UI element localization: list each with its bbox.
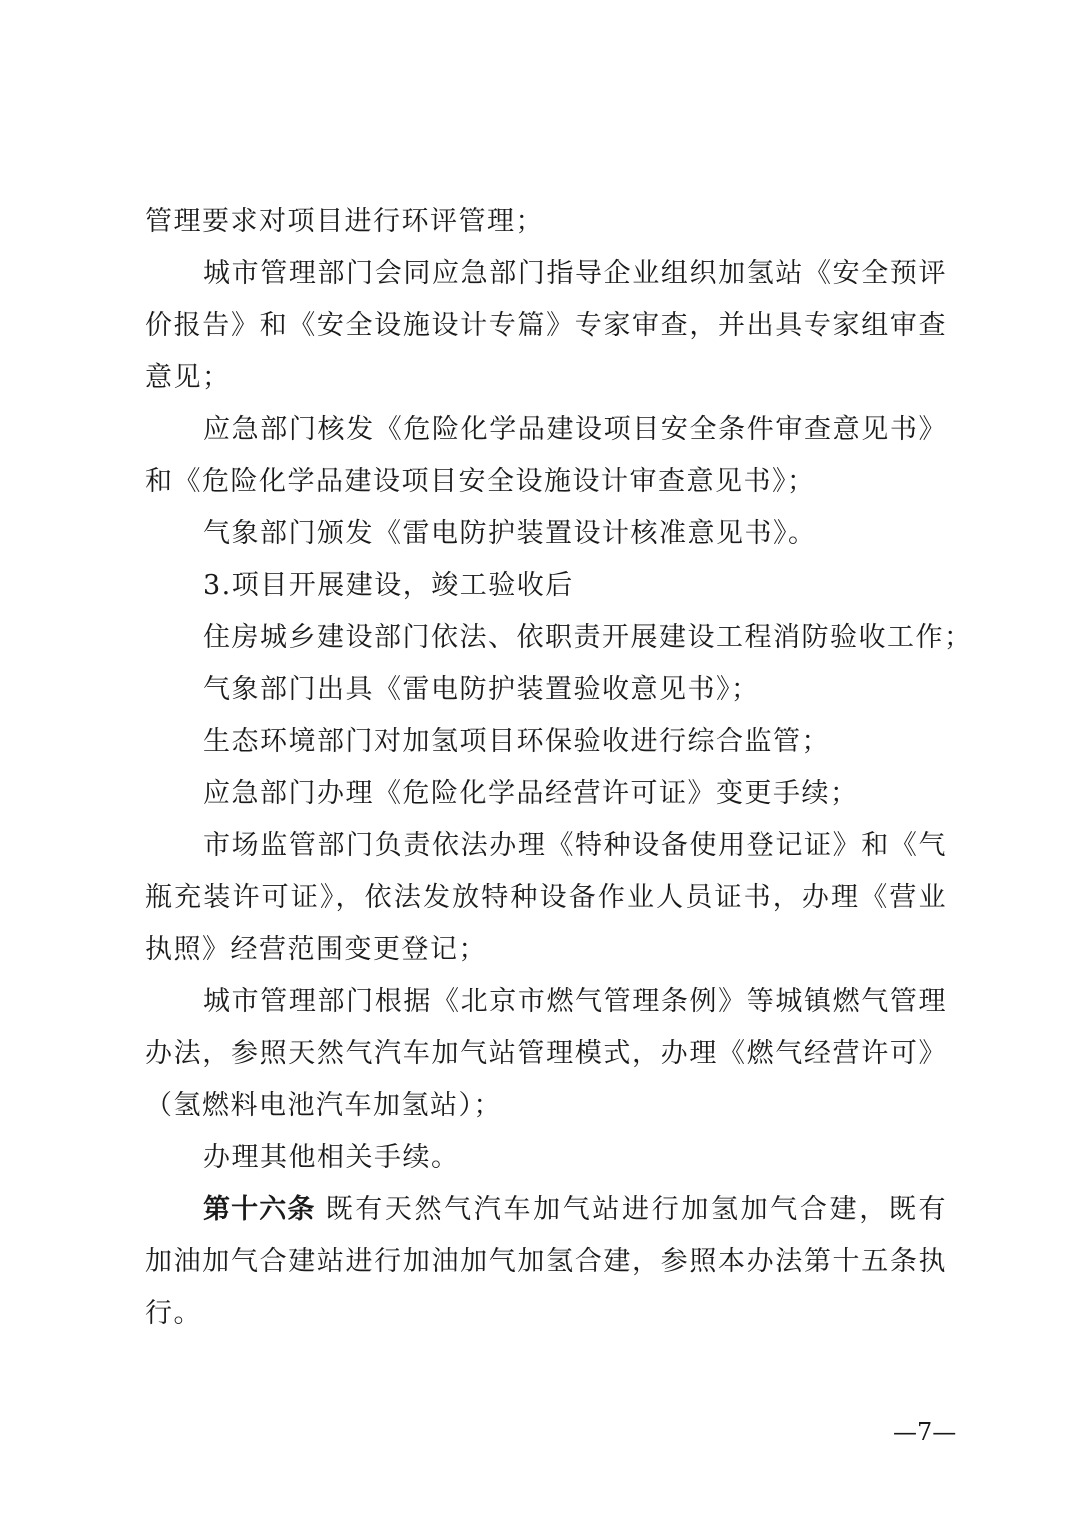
document-body bbox=[145, 196, 973, 1340]
article-heading: 第十六条 bbox=[203, 1194, 316, 1225]
paragraph-line bbox=[145, 768, 947, 820]
paragraph-line bbox=[145, 976, 947, 1028]
line-text: （氢燃料电池汽车加氢站）； bbox=[145, 1090, 502, 1121]
line-text: 加油加气合建站进行加油加气加氢合建，参照本办法第十五条执 bbox=[145, 1246, 947, 1277]
line-text: 意见； bbox=[145, 362, 231, 393]
paragraph-line bbox=[145, 456, 947, 508]
line-text: 应急部门办理《危险化学品经营许可证》变更手续； bbox=[203, 778, 859, 809]
paragraph-line bbox=[145, 820, 947, 872]
paragraph-line bbox=[145, 508, 947, 560]
paragraph-line bbox=[145, 1184, 947, 1236]
paragraph-line bbox=[145, 716, 947, 768]
line-text: 行。 bbox=[145, 1298, 202, 1329]
line-text: 3.项目开展建设，竣工验收后 bbox=[203, 570, 574, 601]
line-text: 管理要求对项目进行环评管理； bbox=[145, 206, 544, 237]
line-text: 城市管理部门根据《北京市燃气管理条例》等城镇燃气管理 bbox=[203, 986, 947, 1017]
line-text: 应急部门核发《危险化学品建设项目安全条件审查意见书》 bbox=[203, 414, 947, 445]
line-text: 气象部门出具《雷电防护装置验收意见书》； bbox=[203, 674, 760, 705]
line-text: 市场监管部门负责依法办理《特种设备使用登记证》和《气 bbox=[203, 830, 947, 861]
line-text: 生态环境部门对加氢项目环保验收进行综合监管； bbox=[203, 726, 830, 757]
paragraph-line bbox=[145, 1288, 947, 1340]
line-text: 城市管理部门会同应急部门指导企业组织加氢站《安全预评 bbox=[203, 258, 947, 289]
paragraph-line bbox=[145, 560, 947, 612]
paragraph-line bbox=[145, 612, 973, 664]
line-text: 和《危险化学品建设项目安全设施设计审查意见书》； bbox=[145, 466, 816, 497]
line-text: 既有天然气汽车加气站进行加氢加气合建，既有 bbox=[325, 1194, 948, 1225]
paragraph-line bbox=[145, 924, 947, 976]
line-text: 执照》经营范围变更登记； bbox=[145, 934, 487, 965]
paragraph-line bbox=[145, 1028, 947, 1080]
line-text: 气象部门颁发《雷电防护装置设计核准意见书》。 bbox=[203, 518, 817, 549]
paragraph-line bbox=[145, 664, 947, 716]
paragraph-line bbox=[145, 404, 947, 456]
paragraph-line bbox=[145, 248, 947, 300]
line-text: 价报告》和《安全设施设计专篇》专家审查，并出具专家组审查 bbox=[145, 310, 947, 341]
paragraph-line bbox=[145, 1236, 947, 1288]
paragraph-line bbox=[145, 196, 947, 248]
paragraph-line bbox=[145, 872, 947, 924]
paragraph-line bbox=[145, 352, 947, 404]
paragraph-line bbox=[145, 1132, 947, 1184]
paragraph-line bbox=[145, 300, 947, 352]
line-text: 瓶充装许可证》，依法发放特种设备作业人员证书，办理《营业 bbox=[145, 882, 947, 913]
line-text: 住房城乡建设部门依法、依职责开展建设工程消防验收工作； bbox=[203, 622, 973, 653]
line-text: 办理其他相关手续。 bbox=[203, 1142, 460, 1173]
paragraph-line bbox=[145, 1080, 947, 1132]
page-number: —7— bbox=[893, 1418, 957, 1446]
line-text: 办法，参照天然气汽车加气站管理模式，办理《燃气经营许可》 bbox=[145, 1038, 947, 1069]
